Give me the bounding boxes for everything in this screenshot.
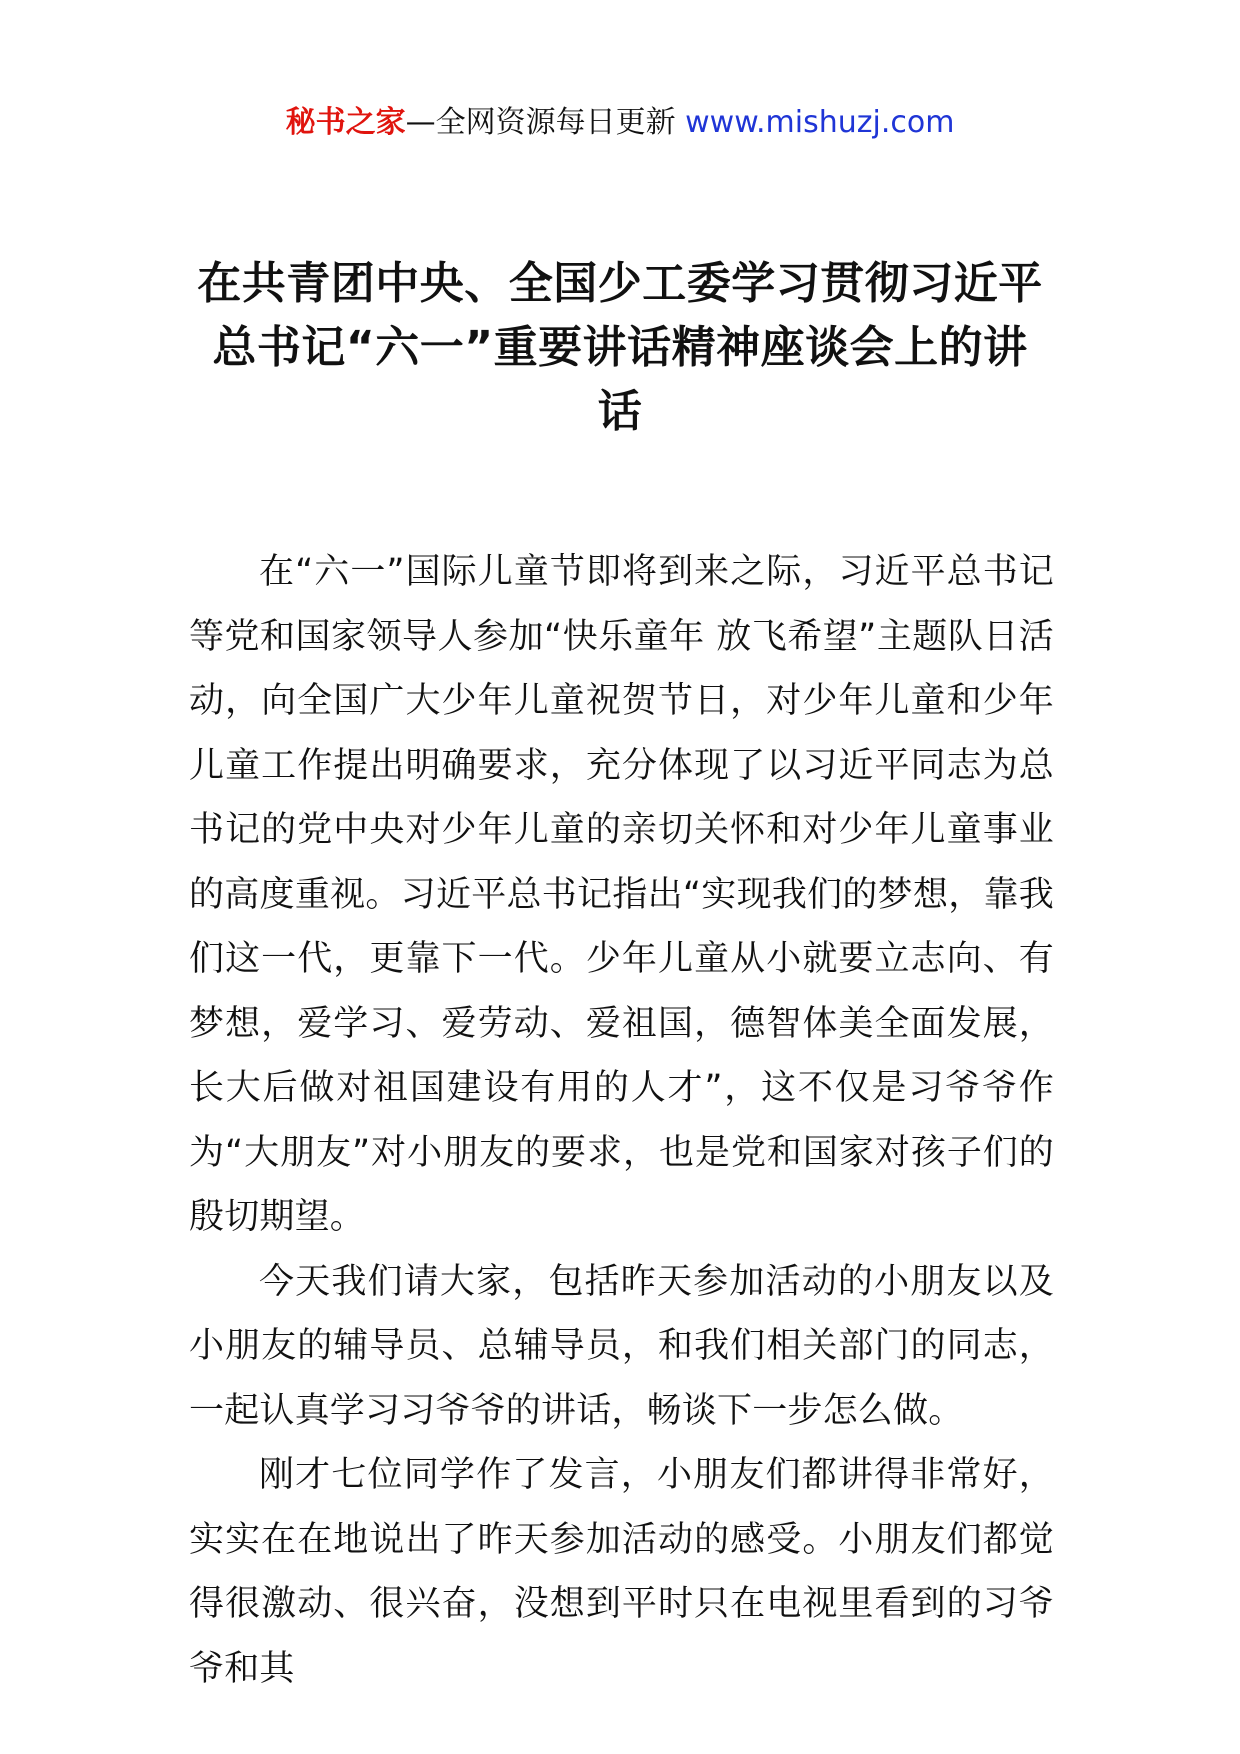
site-brand: 秘书之家: [285, 105, 406, 140]
site-url-link[interactable]: www.mishuzj.com: [685, 105, 955, 140]
title-line: 总书记“六一”重要讲话精神座谈会上的讲: [212, 322, 1028, 373]
body-paragraph: 今天我们请大家，包括昨天参加活动的小朋友以及小朋友的辅导员、总辅导员，和我们相关部门的同志，一起认真学习习爷爷的讲话，畅谈下一步怎么做。: [189, 1261, 1054, 1431]
document-title: [190, 252, 1050, 444]
document-body: [189, 540, 1054, 1701]
site-tagline: —全网资源每日更新: [405, 105, 686, 140]
title-line: 话: [597, 386, 643, 437]
title-line: 在共青团中央、全国少工委学习贯彻习近平: [197, 258, 1043, 309]
body-paragraph: 刚才七位同学作了发言，小朋友们都讲得非常好，实实在在地说出了昨天参加活动的感受。小朋友们都觉得很激动、很兴奋，没想到平时只在电视里看到的习爷爷和其: [189, 1455, 1054, 1689]
site-header: [0, 103, 1240, 143]
body-paragraph: 在“六一”国际儿童节即将到来之际，习近平总书记等党和国家领导人参加“快乐童年 放飞希望”主题队日活动，向全国广大少年儿童祝贺节日，对少年儿童和少年儿童工作提出明确要求，充分体现了以习近平同志为总书记的党中央对少年儿童的亲切关怀和对少年儿童事业的高度重视。习近平总书记指出“实现我们的梦想，靠我们这一代，更靠下一代。少年儿童从小就要立志向、有梦想，爱学习、爱劳动、爱祖国，德智体美全面发展，长大后做对祖国建设有用的人才”，这不仅是习爷爷作为“大朋友”对小朋友的要求，也是党和国家对孩子们的殷切期望。: [189, 552, 1054, 1237]
